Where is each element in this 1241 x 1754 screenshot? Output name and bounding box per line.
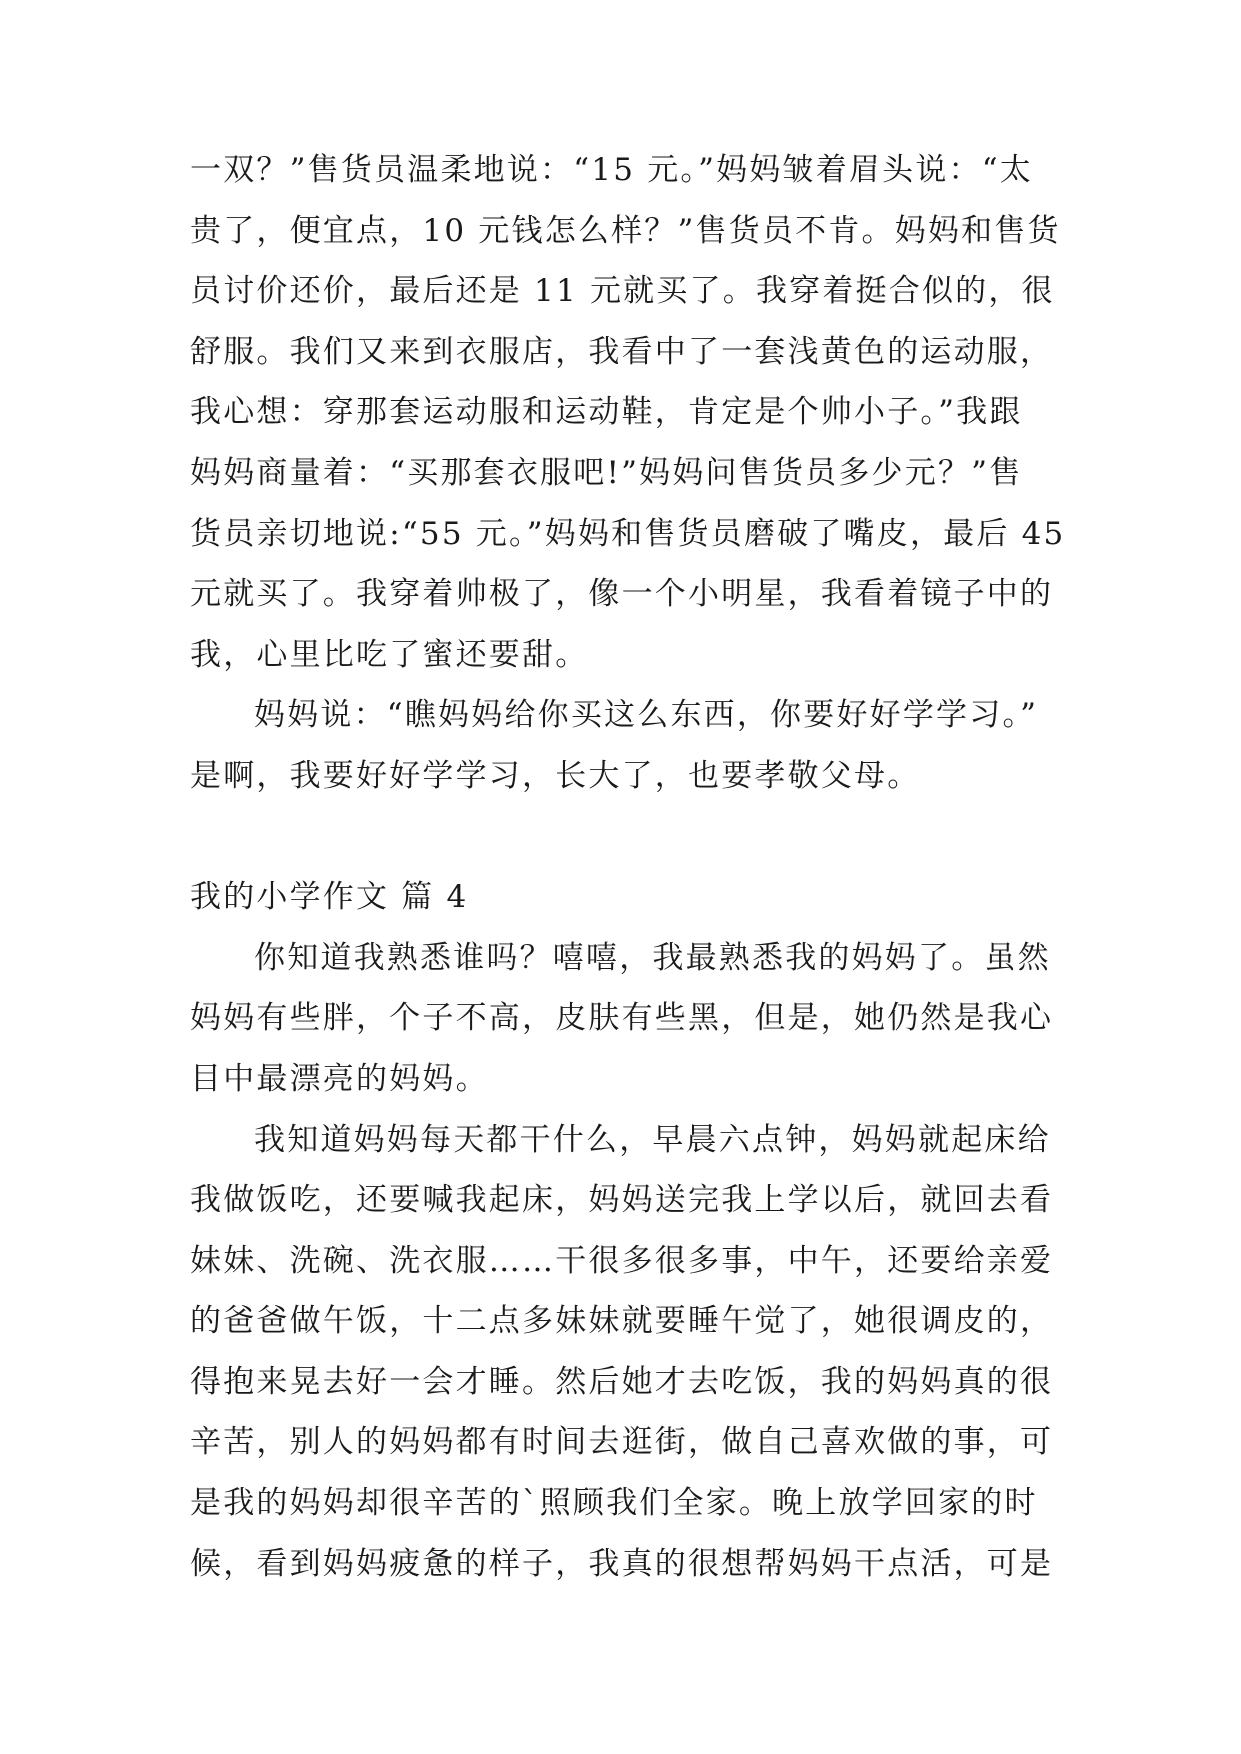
text-line: 你知道我熟悉谁吗？嘻嘻，我最熟悉我的妈妈了。虽然	[254, 939, 1051, 976]
text-line: 妈妈商量着：“买那套衣服吧!”妈妈问售货员多少元？”售	[190, 454, 1023, 491]
text-line: 妹妹、洗碗、洗衣服……干很多很多事，中午，还要给亲爱	[190, 1242, 1054, 1279]
closing-paragraph	[190, 693, 1050, 798]
text-line: 得抱来晃去好一会才睡。然后她才去吃饭，我的妈妈真的很	[190, 1363, 1054, 1400]
text-line: 一双？”售货员温柔地说：“15 元。”妈妈皱着眉头说：“太	[190, 152, 1033, 188]
text-line: 是啊，我要好好学学习，长大了，也要孝敬父母。	[190, 757, 921, 794]
text-line: 妈妈说：“瞧妈妈给你买这么东西，你要好好学学习。”	[254, 697, 1039, 734]
text-line: 贵了，便宜点，10 元钱怎么样？”售货员不肯。妈妈和售货	[190, 212, 1061, 249]
text-line: 辛苦，别人的妈妈都有时间去逛街，做自己喜欢做的事，可	[190, 1424, 1054, 1461]
text-line: 元就买了。我穿着帅极了，像一个小明星，我看着镜子中的	[190, 576, 1054, 613]
document-body	[190, 148, 1066, 1602]
text-line: 我，心里比吃了蜜还要甜。	[190, 636, 589, 673]
text-line: 我知道妈妈每天都干什么，早晨六点钟，妈妈就起床给	[254, 1121, 1051, 1158]
continuation-paragraph	[190, 148, 1066, 677]
text-line: 员讨价还价，最后还是 11 元就买了。我穿着挺合似的，很	[190, 273, 1055, 310]
text-line: 目中最漂亮的妈妈。	[190, 1060, 489, 1097]
section-spacer	[190, 815, 1050, 876]
text-line: 的爸爸做午饭，十二点多妹妹就要睡午觉了，她很调皮的，	[190, 1303, 1054, 1340]
text-line: 候，看到妈妈疲惫的样子，我真的很想帮妈妈干点活，可是	[190, 1545, 1054, 1582]
text-line: 是我的妈妈却很辛苦的`照顾我们全家。晚上放学回家的时	[190, 1485, 1038, 1522]
text-line: 我做饭吃，还要喊我起床，妈妈送完我上学以后，就回去看	[190, 1182, 1054, 1219]
essay-heading: 我的小学作文 篇 4	[190, 879, 469, 916]
text-line: 舒服。我们又来到衣服店，我看中了一套浅黄色的运动服，	[190, 333, 1054, 370]
essay-paragraph-1	[190, 936, 1054, 1101]
text-line: 货员亲切地说:“55 元。”妈妈和售货员磨破了嘴皮，最后 45	[190, 515, 1066, 552]
essay-paragraph-2	[190, 1118, 1054, 1586]
text-line: 妈妈有些胖，个子不高，皮肤有些黑，但是，她仍然是我心	[190, 1000, 1054, 1037]
text-line: 我心想：穿那套运动服和运动鞋，肯定是个帅小子。”我跟	[190, 394, 1023, 431]
